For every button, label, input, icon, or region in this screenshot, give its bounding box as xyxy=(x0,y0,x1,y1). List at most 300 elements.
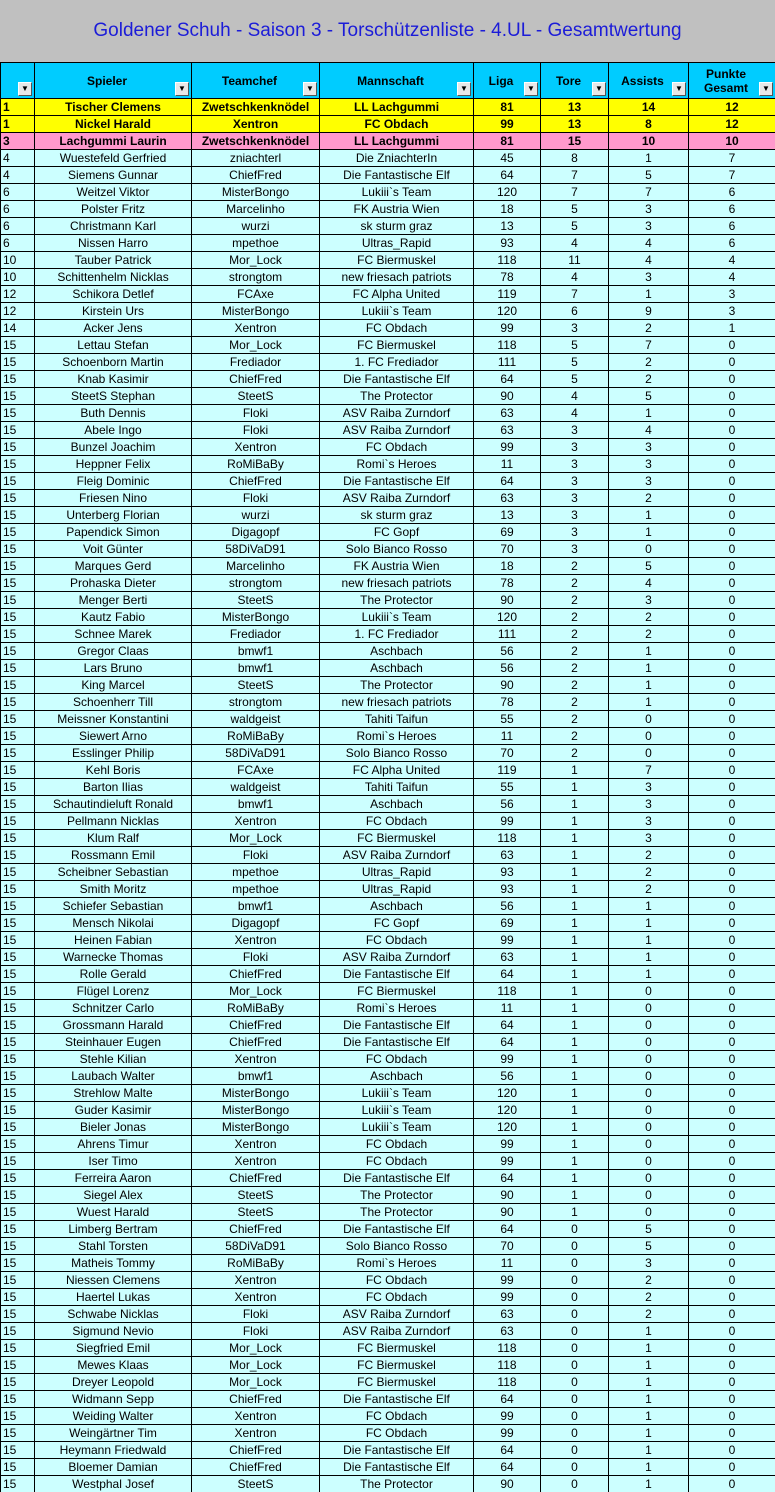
team-cell[interactable]: FC Gopf xyxy=(320,915,474,932)
punkte-cell[interactable]: 0 xyxy=(689,507,775,524)
assists-cell[interactable]: 8 xyxy=(609,116,689,133)
rank-cell[interactable]: 15 xyxy=(1,337,35,354)
rank-cell[interactable]: 15 xyxy=(1,524,35,541)
liga-cell[interactable]: 118 xyxy=(474,1340,541,1357)
rank-cell[interactable]: 15 xyxy=(1,1476,35,1492)
liga-cell[interactable]: 93 xyxy=(474,235,541,252)
teamchef-cell[interactable]: MisterBongo xyxy=(192,1102,320,1119)
team-cell[interactable]: Romi`s Heroes xyxy=(320,456,474,473)
assists-cell[interactable]: 2 xyxy=(609,371,689,388)
liga-cell[interactable]: 56 xyxy=(474,898,541,915)
team-cell[interactable]: ASV Raiba Zurndorf xyxy=(320,1323,474,1340)
teamchef-cell[interactable]: Mor_Lock xyxy=(192,252,320,269)
player-cell[interactable]: Ferreira Aaron xyxy=(35,1170,192,1187)
tore-cell[interactable]: 0 xyxy=(541,1306,609,1323)
tore-cell[interactable]: 5 xyxy=(541,201,609,218)
player-cell[interactable]: Warnecke Thomas xyxy=(35,949,192,966)
tore-cell[interactable]: 1 xyxy=(541,1102,609,1119)
teamchef-cell[interactable]: SteetS xyxy=(192,592,320,609)
player-cell[interactable]: Guder Kasimir xyxy=(35,1102,192,1119)
punkte-cell[interactable]: 0 xyxy=(689,847,775,864)
tore-cell[interactable]: 13 xyxy=(541,99,609,116)
punkte-cell[interactable]: 3 xyxy=(689,303,775,320)
player-cell[interactable]: Lachgummi Laurin xyxy=(35,133,192,150)
punkte-cell[interactable]: 0 xyxy=(689,898,775,915)
tore-cell[interactable]: 7 xyxy=(541,184,609,201)
assists-cell[interactable]: 1 xyxy=(609,1425,689,1442)
liga-cell[interactable]: 13 xyxy=(474,218,541,235)
team-cell[interactable]: Aschbach xyxy=(320,660,474,677)
tore-cell[interactable]: 0 xyxy=(541,1408,609,1425)
liga-cell[interactable]: 99 xyxy=(474,1289,541,1306)
player-cell[interactable]: Voit Günter xyxy=(35,541,192,558)
punkte-cell[interactable]: 0 xyxy=(689,1272,775,1289)
tore-cell[interactable]: 2 xyxy=(541,711,609,728)
rank-cell[interactable]: 15 xyxy=(1,1408,35,1425)
tore-cell[interactable]: 1 xyxy=(541,898,609,915)
player-cell[interactable]: Nissen Harro xyxy=(35,235,192,252)
teamchef-cell[interactable]: MisterBongo xyxy=(192,303,320,320)
tore-cell[interactable]: 4 xyxy=(541,388,609,405)
punkte-cell[interactable]: 0 xyxy=(689,1357,775,1374)
assists-cell[interactable]: 2 xyxy=(609,1306,689,1323)
liga-cell[interactable]: 63 xyxy=(474,1323,541,1340)
punkte-cell[interactable]: 0 xyxy=(689,439,775,456)
rank-cell[interactable]: 6 xyxy=(1,218,35,235)
tore-cell[interactable]: 2 xyxy=(541,575,609,592)
tore-cell[interactable]: 1 xyxy=(541,881,609,898)
rank-cell[interactable]: 12 xyxy=(1,303,35,320)
liga-cell[interactable]: 64 xyxy=(474,1170,541,1187)
assists-cell[interactable]: 3 xyxy=(609,201,689,218)
teamchef-cell[interactable]: Floki xyxy=(192,1306,320,1323)
player-cell[interactable]: Haertel Lukas xyxy=(35,1289,192,1306)
teamchef-cell[interactable]: mpethoe xyxy=(192,235,320,252)
rank-cell[interactable]: 15 xyxy=(1,1102,35,1119)
punkte-cell[interactable]: 0 xyxy=(689,779,775,796)
teamchef-cell[interactable]: Xentron xyxy=(192,1051,320,1068)
teamchef-cell[interactable]: zniachterl xyxy=(192,150,320,167)
team-cell[interactable]: LL Lachgummi xyxy=(320,99,474,116)
team-cell[interactable]: FC Biermuskel xyxy=(320,252,474,269)
teamchef-cell[interactable]: Floki xyxy=(192,490,320,507)
assists-cell[interactable]: 3 xyxy=(609,473,689,490)
team-cell[interactable]: Ultras_Rapid xyxy=(320,235,474,252)
teamchef-cell[interactable]: waldgeist xyxy=(192,779,320,796)
team-cell[interactable]: sk sturm graz xyxy=(320,507,474,524)
team-cell[interactable]: FK Austria Wien xyxy=(320,201,474,218)
player-cell[interactable]: King Marcel xyxy=(35,677,192,694)
player-cell[interactable]: Siemens Gunnar xyxy=(35,167,192,184)
player-cell[interactable]: Schoenherr Till xyxy=(35,694,192,711)
teamchef-cell[interactable]: bmwf1 xyxy=(192,898,320,915)
player-cell[interactable]: Knab Kasimir xyxy=(35,371,192,388)
teamchef-cell[interactable]: Floki xyxy=(192,949,320,966)
player-cell[interactable]: Wuest Harald xyxy=(35,1204,192,1221)
teamchef-cell[interactable]: Xentron xyxy=(192,439,320,456)
tore-cell[interactable]: 11 xyxy=(541,252,609,269)
tore-cell[interactable]: 5 xyxy=(541,354,609,371)
assists-cell[interactable]: 3 xyxy=(609,1255,689,1272)
rank-cell[interactable]: 15 xyxy=(1,932,35,949)
rank-cell[interactable]: 4 xyxy=(1,167,35,184)
player-cell[interactable]: Tauber Patrick xyxy=(35,252,192,269)
assists-cell[interactable]: 3 xyxy=(609,796,689,813)
punkte-cell[interactable]: 0 xyxy=(689,949,775,966)
rank-header[interactable] xyxy=(1,63,35,99)
liga-cell[interactable]: 120 xyxy=(474,1119,541,1136)
punkte-cell[interactable]: 0 xyxy=(689,728,775,745)
liga-cell[interactable]: 64 xyxy=(474,1221,541,1238)
tore-cell[interactable]: 1 xyxy=(541,1000,609,1017)
assists-cell[interactable]: 1 xyxy=(609,694,689,711)
tore-cell[interactable]: 4 xyxy=(541,269,609,286)
liga-cell[interactable]: 63 xyxy=(474,949,541,966)
assists-cell[interactable]: 0 xyxy=(609,1153,689,1170)
punkte-cell[interactable]: 0 xyxy=(689,1102,775,1119)
assists-cell[interactable]: 0 xyxy=(609,728,689,745)
liga-cell[interactable]: 111 xyxy=(474,626,541,643)
punkte-cell[interactable]: 0 xyxy=(689,1306,775,1323)
punkte-cell[interactable]: 0 xyxy=(689,1391,775,1408)
rank-cell[interactable]: 15 xyxy=(1,1289,35,1306)
rank-cell[interactable]: 15 xyxy=(1,507,35,524)
tore-cell[interactable]: 4 xyxy=(541,405,609,422)
assists-cell[interactable]: 4 xyxy=(609,235,689,252)
assists-cell[interactable]: 1 xyxy=(609,1459,689,1476)
rank-cell[interactable]: 15 xyxy=(1,473,35,490)
player-cell[interactable]: Bieler Jonas xyxy=(35,1119,192,1136)
liga-cell[interactable]: 13 xyxy=(474,507,541,524)
player-cell[interactable]: Mewes Klaas xyxy=(35,1357,192,1374)
rank-cell[interactable]: 15 xyxy=(1,1017,35,1034)
punkte-cell[interactable]: 0 xyxy=(689,337,775,354)
team-cell[interactable]: new friesach patriots xyxy=(320,694,474,711)
player-cell[interactable]: Rossmann Emil xyxy=(35,847,192,864)
team-cell[interactable]: FC Obdach xyxy=(320,813,474,830)
teamchef-cell[interactable]: Xentron xyxy=(192,932,320,949)
rank-cell[interactable]: 15 xyxy=(1,1425,35,1442)
punkte-cell[interactable]: 0 xyxy=(689,711,775,728)
player-cell[interactable]: Heppner Felix xyxy=(35,456,192,473)
tore-cell[interactable]: 1 xyxy=(541,1119,609,1136)
rank-cell[interactable]: 15 xyxy=(1,949,35,966)
rank-cell[interactable]: 15 xyxy=(1,745,35,762)
tore-cell[interactable]: 1 xyxy=(541,1153,609,1170)
team-cell[interactable]: Die Fantastische Elf xyxy=(320,167,474,184)
player-cell[interactable]: Lettau Stefan xyxy=(35,337,192,354)
liga-cell[interactable]: 118 xyxy=(474,1357,541,1374)
player-cell[interactable]: Siegfried Emil xyxy=(35,1340,192,1357)
tore-cell[interactable]: 0 xyxy=(541,1459,609,1476)
tore-cell[interactable]: 0 xyxy=(541,1391,609,1408)
team-cell[interactable]: new friesach patriots xyxy=(320,269,474,286)
assists-cell[interactable]: 2 xyxy=(609,609,689,626)
assists-cell[interactable]: 3 xyxy=(609,456,689,473)
player-cell[interactable]: Polster Fritz xyxy=(35,201,192,218)
liga-cell[interactable]: 118 xyxy=(474,830,541,847)
teamchef-cell[interactable]: SteetS xyxy=(192,677,320,694)
assists-cell[interactable]: 2 xyxy=(609,864,689,881)
tore-cell[interactable]: 1 xyxy=(541,1017,609,1034)
player-cell[interactable]: Unterberg Florian xyxy=(35,507,192,524)
team-cell[interactable]: Die Fantastische Elf xyxy=(320,371,474,388)
punkte-cell[interactable]: 0 xyxy=(689,1136,775,1153)
player-cell[interactable]: Klum Ralf xyxy=(35,830,192,847)
team-cell[interactable]: Die Fantastische Elf xyxy=(320,1442,474,1459)
rank-cell[interactable]: 15 xyxy=(1,677,35,694)
assists-cell[interactable]: 1 xyxy=(609,966,689,983)
liga-cell[interactable]: 78 xyxy=(474,694,541,711)
liga-cell[interactable]: 120 xyxy=(474,1102,541,1119)
team-cell[interactable]: Die Fantastische Elf xyxy=(320,1017,474,1034)
rank-cell[interactable]: 15 xyxy=(1,728,35,745)
rank-cell[interactable]: 15 xyxy=(1,813,35,830)
rank-cell[interactable]: 15 xyxy=(1,1085,35,1102)
teamchef-cell[interactable]: Marcelinho xyxy=(192,558,320,575)
team-cell[interactable]: The Protector xyxy=(320,1187,474,1204)
team-cell[interactable]: FK Austria Wien xyxy=(320,558,474,575)
punkte-cell[interactable]: 0 xyxy=(689,762,775,779)
team-cell[interactable]: Romi`s Heroes xyxy=(320,1255,474,1272)
assists-cell[interactable]: 1 xyxy=(609,286,689,303)
assists-cell[interactable]: 5 xyxy=(609,388,689,405)
liga-cell[interactable]: 18 xyxy=(474,201,541,218)
player-cell[interactable]: Prohaska Dieter xyxy=(35,575,192,592)
liga-cell[interactable]: 120 xyxy=(474,609,541,626)
punkte-cell[interactable]: 0 xyxy=(689,609,775,626)
liga-cell[interactable]: 118 xyxy=(474,1374,541,1391)
tore-cell[interactable]: 0 xyxy=(541,1255,609,1272)
player-cell[interactable]: Meissner Konstantini xyxy=(35,711,192,728)
assists-cell[interactable]: 2 xyxy=(609,320,689,337)
player-cell[interactable]: Marques Gerd xyxy=(35,558,192,575)
team-cell[interactable]: The Protector xyxy=(320,388,474,405)
liga-cell[interactable]: 70 xyxy=(474,745,541,762)
punkte-cell[interactable]: 0 xyxy=(689,1476,775,1492)
team-cell[interactable]: Aschbach xyxy=(320,796,474,813)
player-cell[interactable]: Heinen Fabian xyxy=(35,932,192,949)
assists-cell[interactable]: 2 xyxy=(609,490,689,507)
punkte-cell[interactable]: 0 xyxy=(689,660,775,677)
rank-cell[interactable]: 15 xyxy=(1,643,35,660)
liga-cell[interactable]: 64 xyxy=(474,966,541,983)
player-cell[interactable]: Scheibner Sebastian xyxy=(35,864,192,881)
tore-cell[interactable]: 7 xyxy=(541,286,609,303)
rank-cell[interactable]: 15 xyxy=(1,694,35,711)
teamchef-cell[interactable]: 58DiVaD91 xyxy=(192,1238,320,1255)
rank-cell[interactable]: 15 xyxy=(1,422,35,439)
tore-cell[interactable]: 1 xyxy=(541,864,609,881)
team-cell[interactable]: FC Gopf xyxy=(320,524,474,541)
team-cell[interactable]: Solo Bianco Rosso xyxy=(320,745,474,762)
assists-cell[interactable]: 7 xyxy=(609,184,689,201)
assists-cell[interactable]: 1 xyxy=(609,1408,689,1425)
punkte-cell[interactable]: 0 xyxy=(689,1000,775,1017)
teamchef-cell[interactable]: waldgeist xyxy=(192,711,320,728)
rank-cell[interactable]: 15 xyxy=(1,830,35,847)
rank-cell[interactable]: 15 xyxy=(1,439,35,456)
team-cell[interactable]: 1. FC Frediador xyxy=(320,354,474,371)
assists-cell[interactable]: 1 xyxy=(609,915,689,932)
liga-cell[interactable]: 99 xyxy=(474,1153,541,1170)
teamchef-cell[interactable]: strongtom xyxy=(192,694,320,711)
liga-cell[interactable]: 64 xyxy=(474,1391,541,1408)
tore-cell[interactable]: 1 xyxy=(541,932,609,949)
player-cell[interactable]: Siewert Arno xyxy=(35,728,192,745)
teamchef-cell[interactable]: bmwf1 xyxy=(192,796,320,813)
punkte-cell[interactable]: 0 xyxy=(689,677,775,694)
player-cell[interactable]: Grossmann Harald xyxy=(35,1017,192,1034)
assists-cell[interactable]: 5 xyxy=(609,167,689,184)
rank-cell[interactable]: 15 xyxy=(1,864,35,881)
teamchef-cell[interactable]: MisterBongo xyxy=(192,1119,320,1136)
assists-cell[interactable]: 0 xyxy=(609,1068,689,1085)
assists-cell[interactable]: 0 xyxy=(609,1119,689,1136)
assists-cell[interactable]: 1 xyxy=(609,405,689,422)
team-cell[interactable]: The Protector xyxy=(320,592,474,609)
tore-cell[interactable]: 0 xyxy=(541,1221,609,1238)
tore-cell[interactable]: 2 xyxy=(541,694,609,711)
player-cell[interactable]: Schautindieluft Ronald xyxy=(35,796,192,813)
team-cell[interactable]: Romi`s Heroes xyxy=(320,728,474,745)
team-cell[interactable]: FC Obdach xyxy=(320,1136,474,1153)
rank-cell[interactable]: 14 xyxy=(1,320,35,337)
player-cell[interactable]: Westphal Josef xyxy=(35,1476,192,1492)
teamchef-cell[interactable]: ChiefFred xyxy=(192,1017,320,1034)
player-cell[interactable]: Rolle Gerald xyxy=(35,966,192,983)
tore-cell[interactable]: 1 xyxy=(541,847,609,864)
team-cell[interactable]: FC Obdach xyxy=(320,320,474,337)
liga-cell[interactable]: 90 xyxy=(474,1476,541,1492)
punkte-cell[interactable]: 0 xyxy=(689,1374,775,1391)
tore-cell[interactable]: 1 xyxy=(541,830,609,847)
team-cell[interactable]: Solo Bianco Rosso xyxy=(320,541,474,558)
punkte-cell[interactable]: 0 xyxy=(689,966,775,983)
assists-cell[interactable]: 1 xyxy=(609,949,689,966)
liga-cell[interactable]: 11 xyxy=(474,456,541,473)
rank-cell[interactable]: 1 xyxy=(1,116,35,133)
rank-cell[interactable]: 3 xyxy=(1,133,35,150)
rank-cell[interactable]: 15 xyxy=(1,1068,35,1085)
assists-cell[interactable]: 5 xyxy=(609,1238,689,1255)
team-cell[interactable]: Lukiii`s Team xyxy=(320,609,474,626)
punkte-cell[interactable]: 0 xyxy=(689,524,775,541)
teamchef-cell[interactable]: Zwetschkenknödel xyxy=(192,133,320,150)
punkte-cell[interactable]: 12 xyxy=(689,116,775,133)
punkte-cell[interactable]: 0 xyxy=(689,1323,775,1340)
player-cell[interactable]: SteetS Stephan xyxy=(35,388,192,405)
teamchef-cell[interactable]: Mor_Lock xyxy=(192,337,320,354)
team-cell[interactable]: 1. FC Frediador xyxy=(320,626,474,643)
rank-cell[interactable]: 15 xyxy=(1,1255,35,1272)
punkte-cell[interactable]: 0 xyxy=(689,1068,775,1085)
punkte-cell[interactable]: 0 xyxy=(689,1051,775,1068)
teamchef-cell[interactable]: Digagopf xyxy=(192,915,320,932)
punkte-cell[interactable]: 3 xyxy=(689,286,775,303)
tore-cell[interactable]: 3 xyxy=(541,473,609,490)
assists-cell[interactable]: 1 xyxy=(609,1357,689,1374)
liga-cell[interactable]: 90 xyxy=(474,592,541,609)
punkte-cell[interactable]: 0 xyxy=(689,881,775,898)
rank-cell[interactable]: 15 xyxy=(1,354,35,371)
teamchef-cell[interactable]: ChiefFred xyxy=(192,371,320,388)
punkte-cell[interactable]: 0 xyxy=(689,643,775,660)
tore-cell[interactable]: 0 xyxy=(541,1323,609,1340)
tore-cell[interactable]: 7 xyxy=(541,167,609,184)
teamchef-cell[interactable]: Xentron xyxy=(192,116,320,133)
tore-cell[interactable]: 0 xyxy=(541,1374,609,1391)
assists-cell[interactable]: 1 xyxy=(609,524,689,541)
teamchef-cell[interactable]: Floki xyxy=(192,847,320,864)
teamchef-cell[interactable]: ChiefFred xyxy=(192,1170,320,1187)
teamchef-cell[interactable]: Floki xyxy=(192,405,320,422)
assists-cell[interactable]: 2 xyxy=(609,881,689,898)
liga-cell[interactable]: 56 xyxy=(474,643,541,660)
player-cell[interactable]: Friesen Nino xyxy=(35,490,192,507)
player-cell[interactable]: Smith Moritz xyxy=(35,881,192,898)
teamchef-cell[interactable]: Xentron xyxy=(192,320,320,337)
assists-cell[interactable]: 0 xyxy=(609,1000,689,1017)
tore-cell[interactable]: 1 xyxy=(541,796,609,813)
player-cell[interactable]: Lars Bruno xyxy=(35,660,192,677)
punkte-cell[interactable]: 4 xyxy=(689,252,775,269)
liga-cell[interactable]: 99 xyxy=(474,932,541,949)
team-cell[interactable]: Aschbach xyxy=(320,898,474,915)
rank-cell[interactable]: 15 xyxy=(1,1119,35,1136)
team-cell[interactable]: Die Fantastische Elf xyxy=(320,966,474,983)
teamchef-cell[interactable]: RoMiBaBy xyxy=(192,456,320,473)
teamchef-cell[interactable]: wurzi xyxy=(192,507,320,524)
punkte-cell[interactable]: 0 xyxy=(689,422,775,439)
player-cell[interactable]: Ahrens Timur xyxy=(35,1136,192,1153)
tore-cell[interactable]: 13 xyxy=(541,116,609,133)
tore-cell[interactable]: 1 xyxy=(541,966,609,983)
liga-cell[interactable]: 70 xyxy=(474,541,541,558)
team-cell[interactable]: ASV Raiba Zurndorf xyxy=(320,847,474,864)
player-cell[interactable]: Stehle Kilian xyxy=(35,1051,192,1068)
rank-cell[interactable]: 6 xyxy=(1,184,35,201)
teamchef-cell[interactable]: Mor_Lock xyxy=(192,983,320,1000)
liga-cell[interactable]: 64 xyxy=(474,473,541,490)
tore-cell[interactable]: 2 xyxy=(541,643,609,660)
liga-cell[interactable]: 90 xyxy=(474,388,541,405)
team-cell[interactable]: FC Obdach xyxy=(320,1289,474,1306)
teamchef-cell[interactable]: ChiefFred xyxy=(192,473,320,490)
assists-cell[interactable]: 2 xyxy=(609,626,689,643)
team-cell[interactable]: FC Obdach xyxy=(320,1153,474,1170)
team-cell[interactable]: Die Fantastische Elf xyxy=(320,1221,474,1238)
liga-cell[interactable]: 55 xyxy=(474,711,541,728)
player-cell[interactable]: Weingärtner Tim xyxy=(35,1425,192,1442)
tore-cell[interactable]: 1 xyxy=(541,1085,609,1102)
player-cell[interactable]: Sigmund Nevio xyxy=(35,1323,192,1340)
player-cell[interactable]: Wuestefeld Gerfried xyxy=(35,150,192,167)
team-cell[interactable]: FC Biermuskel xyxy=(320,830,474,847)
teamchef-cell[interactable]: Mor_Lock xyxy=(192,1357,320,1374)
tore-cell[interactable]: 0 xyxy=(541,1442,609,1459)
player-cell[interactable]: Flügel Lorenz xyxy=(35,983,192,1000)
teamchef-cell[interactable]: FCAxe xyxy=(192,762,320,779)
team-cell[interactable]: ASV Raiba Zurndorf xyxy=(320,490,474,507)
liga-cell[interactable]: 56 xyxy=(474,796,541,813)
teamchef-cell[interactable]: Floki xyxy=(192,422,320,439)
assists-cell[interactable]: 2 xyxy=(609,354,689,371)
teamchef-cell[interactable]: Digagopf xyxy=(192,524,320,541)
player-cell[interactable]: Stahl Torsten xyxy=(35,1238,192,1255)
liga-cell[interactable]: 45 xyxy=(474,150,541,167)
assists-cell[interactable]: 0 xyxy=(609,1204,689,1221)
